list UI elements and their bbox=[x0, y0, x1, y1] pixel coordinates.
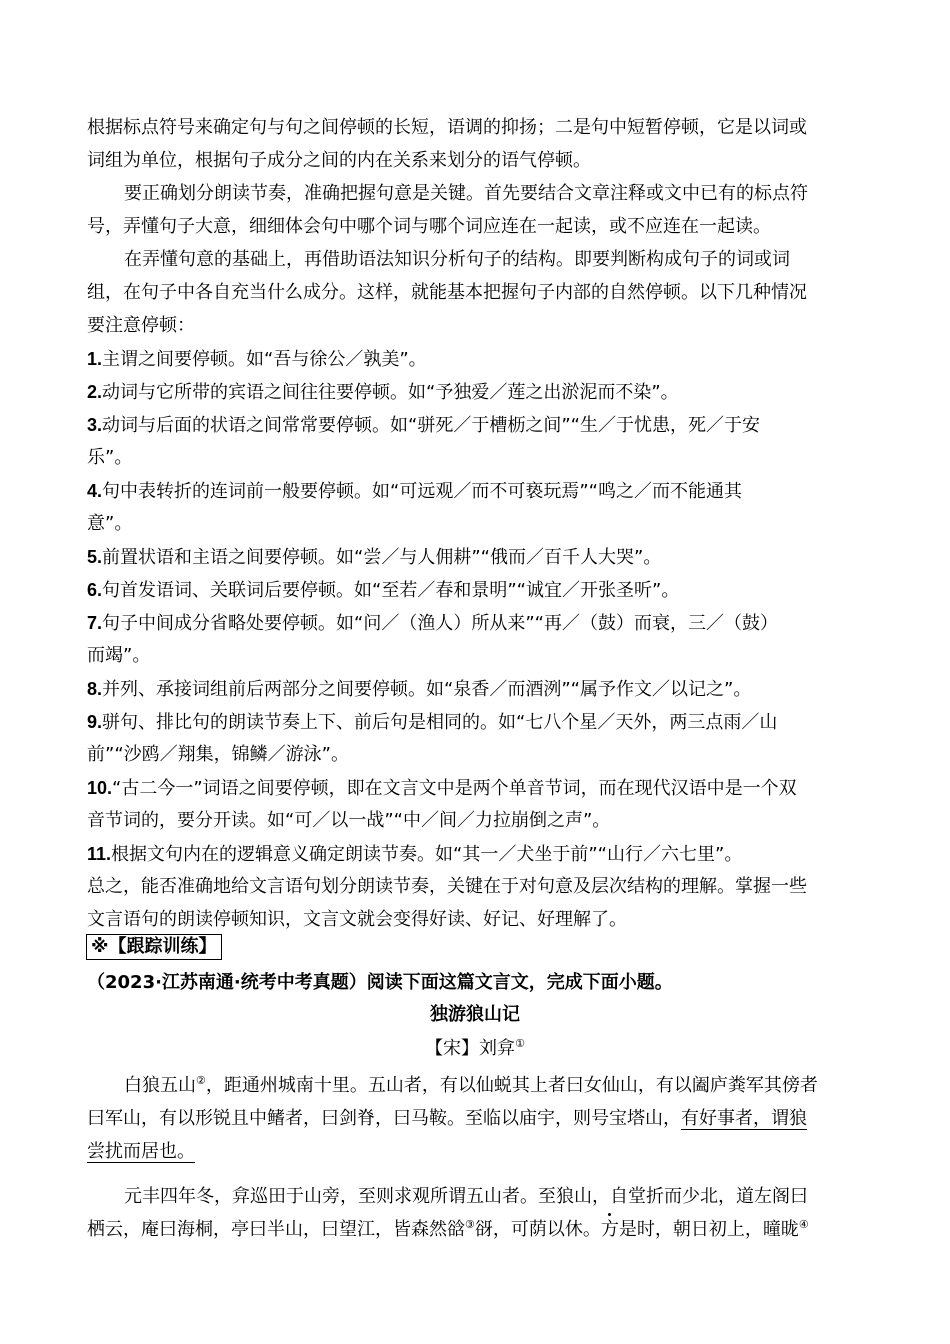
paragraph-line: 组，在句子中各自充当什么成分。这样，就能基本把握句子内部的自然停顿。以下几种情况 bbox=[87, 282, 807, 303]
rule-text: 句中表转折的连词前一般要停顿。如“可远观／而不可亵玩焉”“鸣之／而不能通其 bbox=[102, 481, 742, 502]
article-line bbox=[124, 1075, 818, 1097]
rule-number: 1. bbox=[87, 349, 103, 369]
rule-continuation: 意”。 bbox=[87, 513, 133, 534]
training-badge: ※【跟踪训练】 bbox=[86, 934, 222, 960]
rule-continuation: 前”“沙鸥／翔集，锦鳞／游泳”。 bbox=[87, 744, 349, 765]
rule-item bbox=[87, 348, 427, 371]
footnote-marker: ④ bbox=[798, 1218, 809, 1231]
rule-continuation: 音节词的，要分开读。如“可／以一战”“中／间／力拉崩倒之声”。 bbox=[87, 810, 611, 831]
rule-number: 9. bbox=[87, 712, 103, 732]
rule-number: 4. bbox=[87, 481, 103, 501]
article-line bbox=[87, 1141, 195, 1163]
rule-number: 7. bbox=[87, 613, 103, 633]
article-line bbox=[87, 1219, 809, 1241]
rule-number: 11. bbox=[87, 844, 112, 864]
rule-text: 动词与后面的状语之间常常要停顿。如“骈死／于槽枥之间”“生／于忧患，死／于安 bbox=[102, 415, 760, 436]
rule-item bbox=[87, 546, 661, 569]
article-text: 白狼五山 bbox=[124, 1075, 196, 1096]
article-text: 曰军山，有以形锐且中鳍者，曰剑脊，曰马鞍。至临以庙宇，则号宝塔山， bbox=[87, 1108, 681, 1129]
paragraph-line: 要正确划分朗读节奏，准确把握句意是关键。首先要结合文章注释或文中已有的标点符 bbox=[124, 183, 808, 204]
rule-item bbox=[87, 711, 777, 734]
underlined-sentence: 有好事者，谓狼 bbox=[681, 1108, 807, 1129]
footnote-marker: ② bbox=[196, 1074, 206, 1087]
article-title: 独游狼山记 bbox=[430, 1004, 520, 1025]
rule-item bbox=[87, 579, 679, 602]
rule-item bbox=[87, 612, 778, 635]
article-text: 栖云，庵曰海桐，亭曰半山，曰望江，皆森然谽 bbox=[87, 1219, 465, 1240]
question-source: （2023·江苏南通·统考中考真题）阅读下面这篇文言文，完成下面小题。 bbox=[87, 972, 673, 993]
rule-text: 并列、承接词组前后两部分之间要停顿。如“泉香／而酒洌”“属予作文／以记之”。 bbox=[102, 679, 752, 700]
article-line: 元丰四年冬，弇巡田于山旁，至则求观所谓五山者。至狼山，自堂折而少北，道左阁曰 bbox=[124, 1186, 808, 1207]
rule-item bbox=[87, 777, 797, 800]
rule-item bbox=[87, 678, 751, 701]
rule-number: 2. bbox=[87, 382, 103, 402]
rule-text: 句子中间成分省略处要停顿。如“问／（渔人）所从来”“再／（鼓）而衰，三／（鼓） bbox=[102, 613, 778, 634]
underlined-sentence: 尝扰而居也。 bbox=[87, 1141, 195, 1162]
summary-line: 文言语句的朗读停顿知识，文言文就会变得好读、好记、好理解了。 bbox=[87, 909, 627, 930]
rule-continuation: 而竭”。 bbox=[87, 645, 151, 666]
summary-line: 总之，能否准确地给文言语句划分朗读节奏，关键在于对句意及层次结构的理解。掌握一些 bbox=[87, 876, 807, 897]
paragraph-line: 根据标点符号来确定句与句之间停顿的长短，语调的抑扬；二是句中短暂停顿，它是以词或 bbox=[87, 117, 807, 138]
rule-number: 10. bbox=[87, 778, 113, 798]
rule-number: 3. bbox=[87, 415, 103, 435]
rule-text: “古二今一”词语之间要停顿，即在文言文中是两个单音节词，而在现代汉语中是一个双 bbox=[112, 778, 797, 799]
article-text: 谺，可荫以休。 bbox=[474, 1219, 601, 1240]
paragraph-line: 在弄懂句意的基础上，再借助语法知识分析句子的结构。即要判断构成句子的词或词 bbox=[124, 249, 790, 270]
rule-number: 6. bbox=[87, 580, 103, 600]
rule-text: 句首发语词、关联词后要停顿。如“至若／春和景明”“诚宜／开张圣听”。 bbox=[102, 580, 680, 601]
rule-text: 主谓之间要停顿。如“吾与徐公／孰美”。 bbox=[102, 349, 427, 370]
emphasized-character: 方 bbox=[600, 1219, 619, 1240]
rule-item bbox=[87, 381, 679, 404]
rule-item bbox=[87, 414, 760, 437]
footnote-marker: ① bbox=[515, 1037, 525, 1050]
article-author bbox=[0, 1038, 950, 1060]
article-text: ，距通州城南十里。五山者，有以仙蜕其上者曰女仙山，有以阖庐粪军其傍者 bbox=[205, 1075, 818, 1096]
rule-text: 动词与它所带的宾语之间往往要停顿。如“予独爱／莲之出淤泥而不染”。 bbox=[102, 382, 679, 403]
rule-item bbox=[87, 843, 742, 866]
paragraph-line: 词组为单位，根据句子成分之间的内在关系来划分的语气停顿。 bbox=[87, 150, 591, 171]
paragraph-line: 号，弄懂句子大意，细细体会句中哪个词与哪个词应连在一起读，或不应连在一起读。 bbox=[87, 216, 771, 237]
rule-number: 8. bbox=[87, 679, 103, 699]
rule-item bbox=[87, 480, 742, 503]
footnote-marker: ③ bbox=[465, 1218, 475, 1231]
rule-text: 根据文句内在的逻辑意义确定朗读节奏。如“其一／犬坐于前”“山行／六七里”。 bbox=[111, 844, 743, 865]
author-name: 【宋】刘弇 bbox=[425, 1038, 516, 1059]
rule-continuation: 乐”。 bbox=[87, 447, 133, 468]
article-text: 是时，朝日初上，曈昽 bbox=[618, 1219, 799, 1240]
rule-text: 前置状语和主语之间要停顿。如“尝／与人佣耕”“俄而／百千人大哭”。 bbox=[102, 547, 662, 568]
rule-text: 骈句、排比句的朗读节奏上下、前后句是相同的。如“七八个星／天外，两三点雨／山 bbox=[102, 712, 778, 733]
paragraph-line: 要注意停顿： bbox=[87, 315, 195, 336]
rule-number: 5. bbox=[87, 547, 103, 567]
article-line bbox=[87, 1108, 807, 1130]
